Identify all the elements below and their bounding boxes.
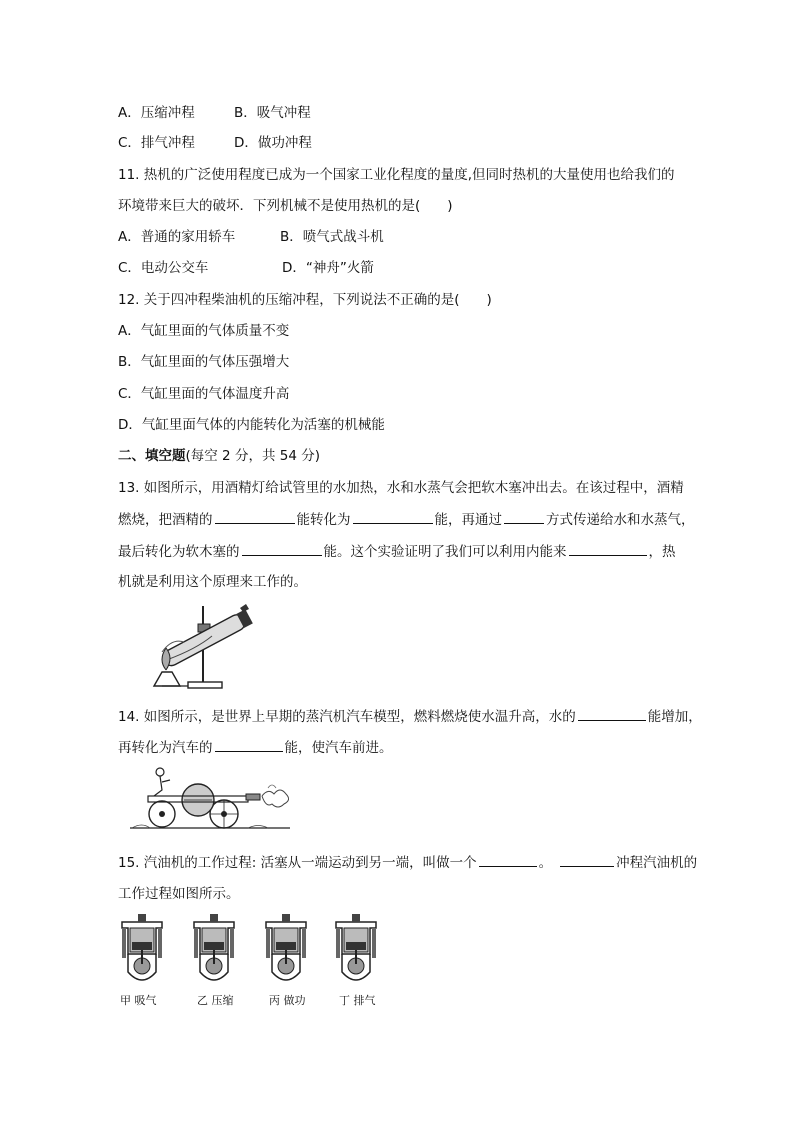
q14-line2 — [118, 737, 393, 758]
q12-stem: 12. 关于四冲程柴油机的压缩冲程，下列说法不正确的是( ) — [118, 292, 492, 308]
q14-text: 能增加， — [647, 709, 702, 725]
q14-blank-2[interactable] — [215, 737, 283, 752]
q13-blank-4[interactable] — [242, 541, 322, 556]
section-note: (每空 2 分，共 54 分) — [185, 448, 320, 464]
q11-option-a: A．普通的家用轿车 — [118, 229, 236, 245]
q15-blank-2[interactable] — [560, 852, 614, 867]
q15-text: 冲程汽油机的 — [616, 855, 698, 871]
steam-car-figure — [128, 766, 296, 832]
q13-blank-2[interactable] — [353, 509, 433, 524]
caption-intake: 甲 吸气 — [120, 994, 157, 1007]
q11-stem-line1: 11. 热机的广泛使用程度已成为一个国家工业化程度的量度,但同时热机的大量使用也给我们的 — [118, 167, 675, 183]
q10-option-b: B．吸气冲程 — [234, 105, 311, 121]
q13-text: 方式传递给水和水蒸气， — [546, 512, 695, 528]
q15-blank-1[interactable] — [479, 852, 537, 867]
q13-blank-5[interactable] — [569, 541, 647, 556]
q14-line1 — [118, 706, 702, 727]
q13-line4: 机就是利用这个原理来工作的。 — [118, 574, 307, 590]
q10-option-d: D．做功冲程 — [234, 135, 312, 151]
q15-line1 — [118, 852, 697, 873]
q15-text: 。 — [538, 855, 553, 871]
q13-text: 燃烧，把酒精的 — [118, 512, 213, 528]
q10-option-a: A．压缩冲程 — [118, 105, 195, 121]
caption-compression: 乙 压缩 — [197, 994, 234, 1007]
test-tube-heating-figure — [148, 602, 258, 692]
q13-text: 能，再通过 — [434, 512, 502, 528]
four-stroke-engine-figure — [118, 910, 388, 988]
section-heading — [118, 446, 320, 466]
q14-text: 14. 如图所示，是世界上早期的蒸汽机汽车模型，燃料燃烧使水温升高，水的 — [118, 709, 576, 725]
caption-power: 丙 做功 — [269, 994, 306, 1007]
exhaust-stroke-cylinder — [336, 914, 376, 980]
q11-option-b: B．喷气式战斗机 — [280, 229, 384, 245]
q11-option-d: D．“神舟”火箭 — [282, 260, 374, 276]
q12-option-c: C．气缸里面的气体温度升高 — [118, 386, 290, 402]
q13-text: 能。这个实验证明了我们可以利用内能来 — [323, 544, 567, 560]
q14-text: 能，使汽车前进。 — [284, 740, 393, 756]
q13-text: 能转化为 — [296, 512, 351, 528]
q13-text: ，热 — [648, 544, 676, 560]
section-title: 二、填空题 — [118, 448, 186, 464]
caption-exhaust: 丁 排气 — [339, 994, 376, 1007]
q14-blank-1[interactable] — [578, 706, 646, 721]
q12-option-b: B．气缸里面的气体压强增大 — [118, 354, 290, 370]
q15-text: 15. 汽油机的工作过程: 活塞从一端运动到另一端，叫做一个 — [118, 855, 477, 871]
q13-blank-1[interactable] — [215, 509, 295, 524]
power-stroke-cylinder — [266, 914, 306, 980]
compression-stroke-cylinder — [194, 914, 234, 980]
q12-option-d: D．气缸里面气体的内能转化为活塞的机械能 — [118, 417, 385, 433]
q13-line1: 13. 如图所示，用酒精灯给试管里的水加热，水和水蒸气会把软木塞冲出去。在该过程中，酒精 — [118, 480, 684, 496]
q11-option-c: C．电动公交车 — [118, 260, 209, 276]
q13-line2 — [118, 509, 695, 530]
q12-option-a: A．气缸里面的气体质量不变 — [118, 323, 290, 339]
q15-line2: 工作过程如图所示。 — [118, 886, 240, 902]
q10-option-c: C．排气冲程 — [118, 135, 195, 151]
q14-text: 再转化为汽车的 — [118, 740, 213, 756]
q11-stem-line2: 环境带来巨大的破坏．下列机械不是使用热机的是( ) — [118, 198, 453, 214]
q13-line3 — [118, 541, 676, 562]
q13-blank-3[interactable] — [504, 509, 544, 524]
intake-stroke-cylinder — [122, 914, 162, 980]
q13-text: 最后转化为软木塞的 — [118, 544, 240, 560]
